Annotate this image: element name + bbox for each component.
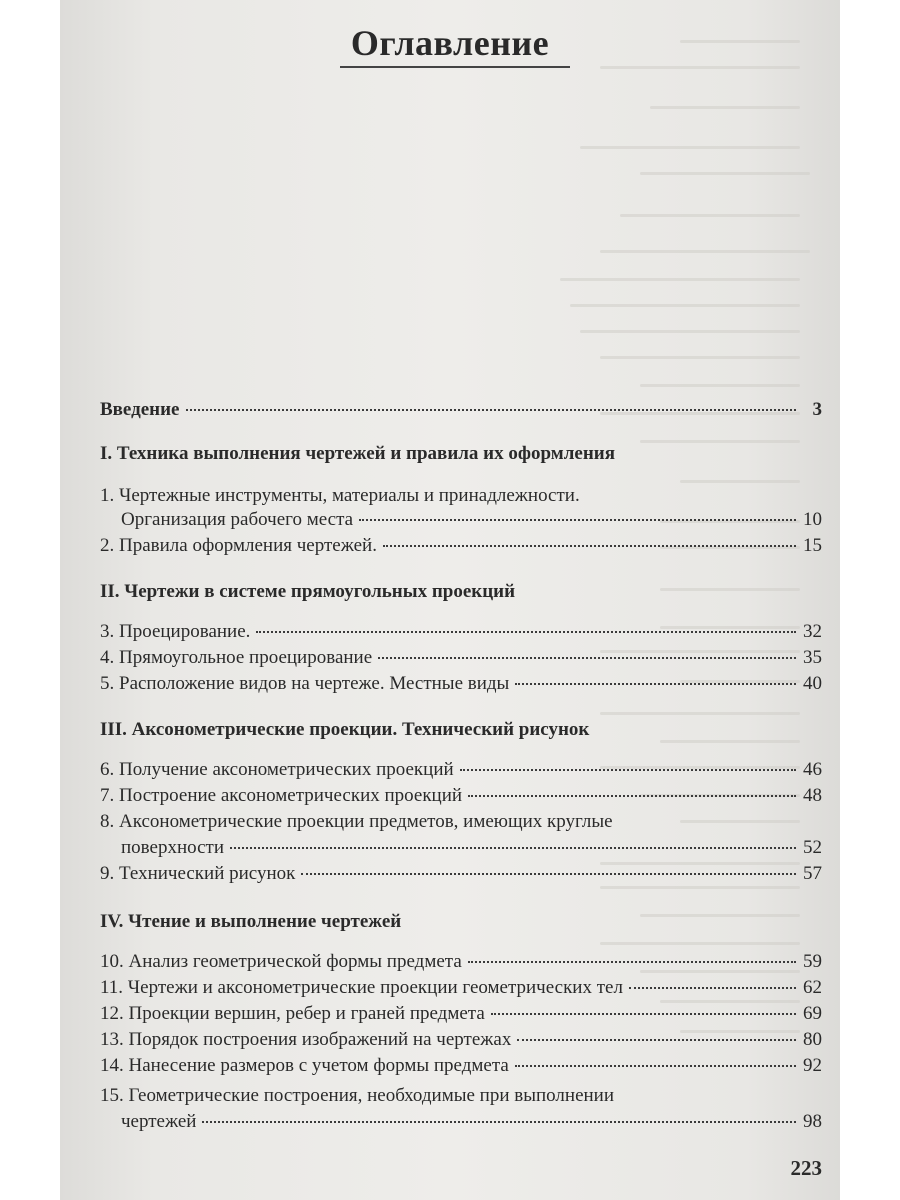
toc-page-number: 3 [812,399,822,420]
toc-page-number: 62 [803,977,822,998]
toc-entry[interactable] [100,784,822,808]
bleed-through-line [640,384,800,387]
dot-leader [230,846,796,849]
dot-leader [202,1120,796,1123]
bleed-through-line [600,942,800,945]
toc-entry[interactable] [100,484,822,508]
bleed-through-line [640,172,810,175]
toc-page-number: 80 [803,1029,822,1050]
toc-page-number: 32 [803,621,822,642]
section-heading: I. Техника выполнения чертежей и правила их оформления [100,443,616,464]
toc-entry[interactable] [100,672,822,696]
toc-page-number: 98 [803,1111,822,1132]
toc-entry-label: Получение аксонометрических проекций [119,759,454,780]
toc-page-number: 57 [803,863,822,884]
section-heading: II. Чертежи в системе прямоугольных проекций [100,581,516,602]
toc-entry-label: Чертежные инструменты, материалы и принадлежности. [119,485,580,506]
toc-entry-label: чертежей [121,1111,197,1132]
toc-entry-number: 6. [100,759,115,780]
bleed-through-line [600,66,800,69]
section-heading: IV. Чтение и выполнение чертежей [100,911,402,932]
dot-leader [378,656,796,659]
toc-entry-number: 11. [100,977,124,998]
section-heading: III. Аксонометрические проекции. Технический рисунок [100,719,590,740]
bleed-through-line [600,356,800,359]
dot-leader [517,1038,796,1041]
dot-leader [515,682,796,685]
toc-entry-number: 13. [100,1029,124,1050]
dot-leader [491,1012,796,1015]
toc-page-number: 10 [803,509,822,530]
toc-entry-label: Прямоугольное проецирование [119,647,373,668]
dot-leader [468,960,796,963]
dot-leader [383,544,796,547]
toc-entry-number: 8. [100,811,115,832]
bleed-through-line [650,106,800,109]
toc-entry-intro[interactable] [100,398,822,422]
toc-page-number: 69 [803,1003,822,1024]
bleed-through-line [560,278,800,281]
toc-entry-label: Порядок построения изображений на чертежах [128,1029,512,1050]
toc-entry-label: Геометрические построения, необходимые при выполнении [128,1085,615,1106]
toc-page-number: 59 [803,951,822,972]
toc-entry[interactable] [100,534,822,558]
toc-entry-label: Чертежи и аксонометрические проекции геометрических тел [127,977,623,998]
bleed-through-line [600,712,800,715]
toc-entry-number: 9. [100,863,115,884]
toc-page-number: 92 [803,1055,822,1076]
toc-entry-continuation[interactable] [100,1110,822,1134]
toc-entry-number: 12. [100,1003,124,1024]
bleed-through-line [570,304,800,307]
toc-entry-label: Технический рисунок [119,863,296,884]
bleed-through-line [600,886,800,889]
toc-entry-number: 10. [100,951,124,972]
toc-page-number: 15 [803,535,822,556]
toc-entry-label: поверхности [121,837,225,858]
dot-leader [515,1064,796,1067]
bleed-through-line [580,330,800,333]
toc-entry-continuation[interactable] [100,508,822,532]
toc-entry[interactable] [100,646,822,670]
toc-entry-label: Проецирование. [119,621,251,642]
toc-entry-continuation[interactable] [100,836,822,860]
dot-leader [186,408,797,411]
dot-leader [468,794,796,797]
toc-entry[interactable] [100,862,822,886]
toc-page-number: 35 [803,647,822,668]
toc-entry[interactable] [100,620,822,644]
dot-leader [256,630,796,633]
toc-entry-number: 15. [100,1085,124,1106]
toc-entry-number: 1. [100,485,115,506]
page-title: Оглавление [350,23,550,63]
toc-entry-label: Правила оформления чертежей. [119,535,377,556]
bleed-through-line [580,146,800,149]
toc-entry-number: 5. [100,673,115,694]
page-number: 223 [790,1156,822,1180]
toc-page-number: 52 [803,837,822,858]
toc-entry[interactable] [100,1084,822,1108]
toc-entry-number: 2. [100,535,115,556]
bleed-through-line [600,250,810,253]
toc-entry-number: 7. [100,785,115,806]
toc-entry[interactable] [100,976,822,1000]
book-page [60,0,840,1200]
toc-page-number: 40 [803,673,822,694]
toc-entry[interactable] [100,1002,822,1026]
toc-entry-label: Построение аксонометрических проекций [119,785,463,806]
toc-entry-number: 14. [100,1055,124,1076]
toc-entry[interactable] [100,1054,822,1078]
toc-entry[interactable] [100,950,822,974]
toc-entry-number: 4. [100,647,115,668]
toc-page-number: 48 [803,785,822,806]
dot-leader [460,768,796,771]
toc-page-number: 46 [803,759,822,780]
toc-entry-number: 3. [100,621,115,642]
toc-entry[interactable] [100,810,822,834]
toc-entry[interactable] [100,1028,822,1052]
toc-entry-label: Анализ геометрической формы предмета [128,951,462,972]
bleed-through-line [620,214,800,217]
toc-entry-label: Аксонометрические проекции предметов, имеющих круглые [119,811,613,832]
toc-entry-label: Введение [100,399,180,420]
dot-leader [359,518,796,521]
dot-leader [629,986,796,989]
bleed-through-line [680,480,800,483]
toc-entry-label: Проекции вершин, ребер и граней предмета [128,1003,485,1024]
title-underline [340,66,570,68]
toc-entry[interactable] [100,758,822,782]
toc-entry-label: Нанесение размеров с учетом формы предмета [128,1055,509,1076]
toc-entry-label: Расположение видов на чертеже. Местные виды [119,673,510,694]
dot-leader [301,872,796,875]
toc-entry-label: Организация рабочего места [121,509,354,530]
